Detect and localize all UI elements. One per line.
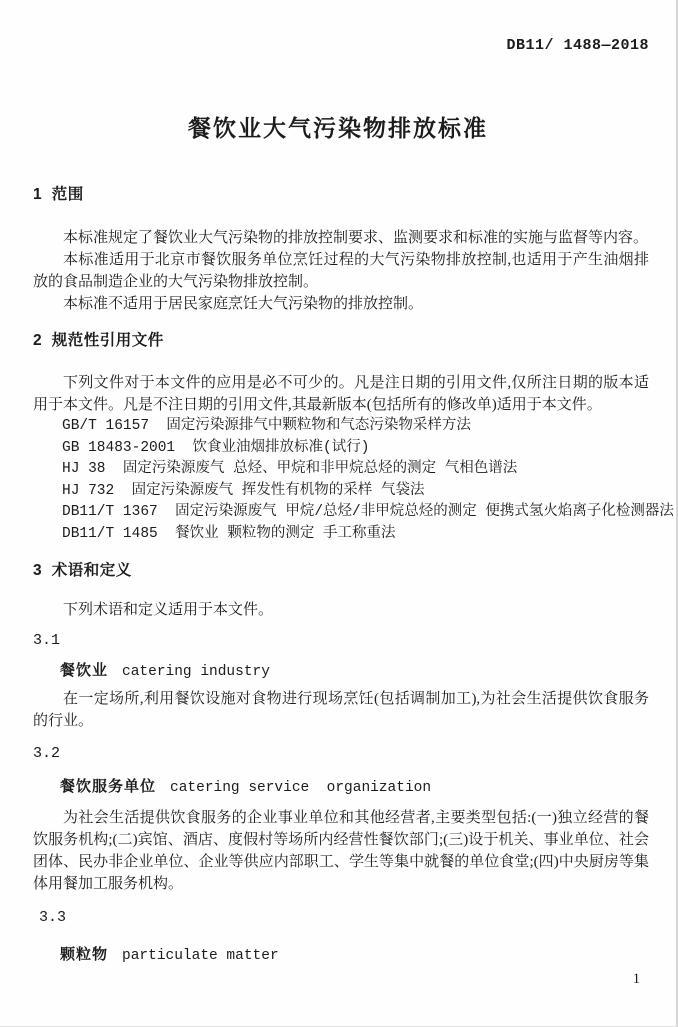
term-number-3-3: 3.3	[39, 909, 67, 926]
term-title-catering-service-organization	[33, 776, 649, 799]
section-heading-normative-references: 2 规范性引用文件	[33, 332, 164, 349]
document-code: DB11/ 1488—2018	[506, 37, 649, 54]
term-zh-label: 颗粒物	[60, 946, 109, 963]
scope-paragraph: 本标准不适用于居民家庭烹饪大气污染物的排放控制。	[63, 296, 424, 312]
term-definition: 为社会生活提供饮食服务的企业事业单位和其他经营者,主要类型包括:(一)独立经营的餐饮服务机构;(二)宾馆、酒店、度假村等场所内经营性餐饮部门;(三)设于机关、事业单位、社会团体、民办非企业单位、企业等供应内部职工、学生等集中就餐的单位食堂;(四)中央厨房等集体用餐加工服务机构。	[33, 810, 649, 892]
reference-item: GB/T 16157 固定污染源排气中颗粒物和气态污染物采样方法	[62, 418, 471, 434]
term-zh-label: 餐饮服务单位	[60, 778, 157, 795]
page-number: 1	[632, 971, 640, 987]
term-number-3-1: 3.1	[33, 632, 61, 649]
references-intro: 下列文件对于本文件的应用是必不可少的。凡是注日期的引用文件,仅所注日期的版本适用于本文件。凡是不注日期的引用文件,其最新版本(包括所有的修改单)适用于本文件。	[33, 375, 649, 413]
section-heading-scope: 1 范围	[33, 186, 84, 203]
term-en-label: catering industry	[122, 664, 270, 680]
reference-item: DB11/T 1485 餐饮业 颗粒物的测定 手工称重法	[62, 525, 396, 542]
document-body	[33, 180, 674, 967]
scope-paragraph: 本标准规定了餐饮业大气污染物的排放控制要求、监测要求和标准的实施与监督等内容。	[63, 230, 649, 246]
term-zh-label: 餐饮业	[60, 662, 109, 679]
term-number-3-2: 3.2	[33, 745, 61, 762]
term-title-particulate-matter	[33, 944, 649, 967]
terms-intro: 下列术语和定义适用于本文件。	[63, 602, 274, 618]
reference-item: HJ 38 固定污染源废气 总烃、甲烷和非甲烷总烃的测定 气相色谱法	[62, 461, 518, 477]
references-list	[33, 416, 674, 545]
term-definition: 在一定场所,利用餐饮设施对食物进行现场烹饪(包括调制加工),为社会生活提供饮食服务的行业。	[33, 691, 649, 729]
reference-item: GB 18483-2001 饮食业油烟排放标准(试行)	[62, 439, 370, 456]
term-en-label: particulate matter	[122, 948, 279, 964]
term-en-label: catering service organization	[170, 780, 432, 796]
reference-item: DB11/T 1367 固定污染源废气 甲烷/总烃/非甲烷总烃的测定 便携式氢火焰离子化检测器法	[62, 504, 674, 520]
scope-paragraph: 本标准适用于北京市餐饮服务单位烹饪过程的大气污染物排放控制,也适用于产生油烟排放的食品制造企业的大气污染物排放控制。	[33, 252, 649, 290]
term-title-catering-industry	[33, 660, 649, 683]
scope-paragraphs	[33, 227, 649, 315]
document-title: 餐饮业大气污染物排放标准	[188, 115, 488, 141]
reference-item: HJ 732 固定污染源废气 挥发性有机物的采样 气袋法	[62, 482, 425, 499]
section-heading-terms: 3 术语和定义	[33, 562, 132, 579]
